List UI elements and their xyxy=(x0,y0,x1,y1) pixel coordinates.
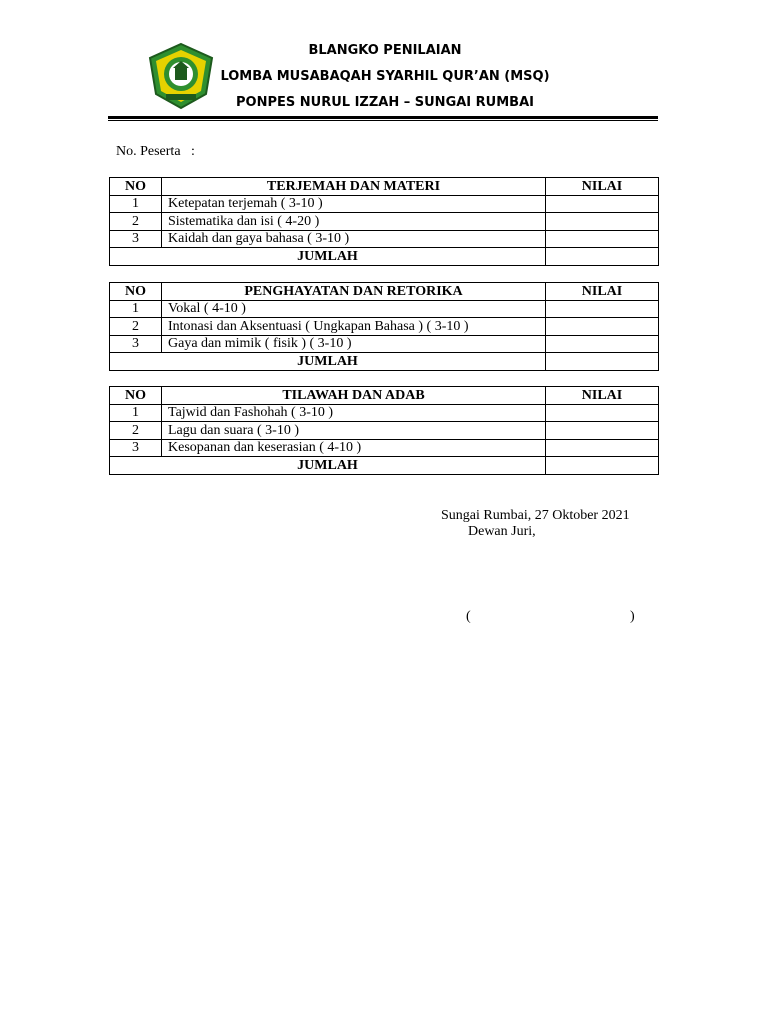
table-row xyxy=(110,439,659,457)
table-row xyxy=(110,422,659,440)
row-number: 3 xyxy=(110,439,162,457)
table-header-row xyxy=(110,283,659,301)
participant-number-label: No. Peserta xyxy=(116,144,181,159)
signature-close-paren: ) xyxy=(630,609,635,624)
header-institution: PONPES NURUL IZZAH – SUNGAI RUMBAI xyxy=(236,95,534,110)
row-criteria: Lagu dan suara ( 3-10 ) xyxy=(162,422,546,440)
score-table-terjemah xyxy=(109,177,659,266)
total-row xyxy=(110,353,659,371)
participant-number-colon: : xyxy=(191,144,195,159)
total-score-cell[interactable] xyxy=(546,353,659,371)
col-nilai-header: NILAI xyxy=(546,387,659,405)
score-cell[interactable] xyxy=(546,422,659,440)
total-row xyxy=(110,248,659,266)
row-criteria: Ketepatan terjemah ( 3-10 ) xyxy=(162,195,546,213)
total-row xyxy=(110,457,659,475)
table-row xyxy=(110,335,659,353)
table-row xyxy=(110,213,659,231)
row-number: 2 xyxy=(110,318,162,336)
header-event: LOMBA MUSABAQAH SYARHIL QUR’AN (MSQ) xyxy=(220,69,550,84)
score-cell[interactable] xyxy=(546,318,659,336)
row-number: 3 xyxy=(110,230,162,248)
total-score-cell[interactable] xyxy=(546,457,659,475)
col-no-header: NO xyxy=(110,387,162,405)
row-number: 2 xyxy=(110,422,162,440)
row-criteria: Kesopanan dan keserasian ( 4-10 ) xyxy=(162,439,546,457)
row-number: 1 xyxy=(110,404,162,422)
table-header-row xyxy=(110,387,659,405)
row-number: 3 xyxy=(110,335,162,353)
document-header xyxy=(190,40,580,118)
header-title: BLANGKO PENILAIAN xyxy=(308,43,462,58)
row-number: 1 xyxy=(110,195,162,213)
col-nilai-header: NILAI xyxy=(546,283,659,301)
table-row xyxy=(110,230,659,248)
col-no-header: NO xyxy=(110,283,162,301)
signature-role: Dewan Juri, xyxy=(468,524,536,539)
table-row xyxy=(110,195,659,213)
header-divider-thin xyxy=(108,120,658,121)
row-criteria: Sistematika dan isi ( 4-20 ) xyxy=(162,213,546,231)
row-criteria: Vokal ( 4-10 ) xyxy=(162,300,546,318)
row-number: 2 xyxy=(110,213,162,231)
score-cell[interactable] xyxy=(546,439,659,457)
signature-place-date: Sungai Rumbai, 27 Oktober 2021 xyxy=(441,508,630,523)
score-cell[interactable] xyxy=(546,300,659,318)
row-criteria: Tajwid dan Fashohah ( 3-10 ) xyxy=(162,404,546,422)
score-cell[interactable] xyxy=(546,230,659,248)
table-row xyxy=(110,300,659,318)
score-cell[interactable] xyxy=(546,195,659,213)
total-label: JUMLAH xyxy=(110,353,546,371)
table-row xyxy=(110,318,659,336)
col-category-header: PENGHAYATAN DAN RETORIKA xyxy=(162,283,546,301)
header-divider-thick xyxy=(108,116,658,119)
score-cell[interactable] xyxy=(546,404,659,422)
col-no-header: NO xyxy=(110,178,162,196)
total-score-cell[interactable] xyxy=(546,248,659,266)
table-row xyxy=(110,404,659,422)
table-header-row xyxy=(110,178,659,196)
col-nilai-header: NILAI xyxy=(546,178,659,196)
col-category-header: TERJEMAH DAN MATERI xyxy=(162,178,546,196)
row-criteria: Gaya dan mimik ( fisik ) ( 3-10 ) xyxy=(162,335,546,353)
col-category-header: TILAWAH DAN ADAB xyxy=(162,387,546,405)
score-cell[interactable] xyxy=(546,213,659,231)
row-number: 1 xyxy=(110,300,162,318)
row-criteria: Kaidah dan gaya bahasa ( 3-10 ) xyxy=(162,230,546,248)
score-cell[interactable] xyxy=(546,335,659,353)
row-criteria: Intonasi dan Aksentuasi ( Ungkapan Bahasa ) ( 3-10 ) xyxy=(162,318,546,336)
signature-open-paren: ( xyxy=(466,609,471,624)
participant-number-field xyxy=(116,144,195,160)
score-table-tilawah xyxy=(109,386,659,475)
score-table-penghayatan xyxy=(109,282,659,371)
total-label: JUMLAH xyxy=(110,248,546,266)
total-label: JUMLAH xyxy=(110,457,546,475)
